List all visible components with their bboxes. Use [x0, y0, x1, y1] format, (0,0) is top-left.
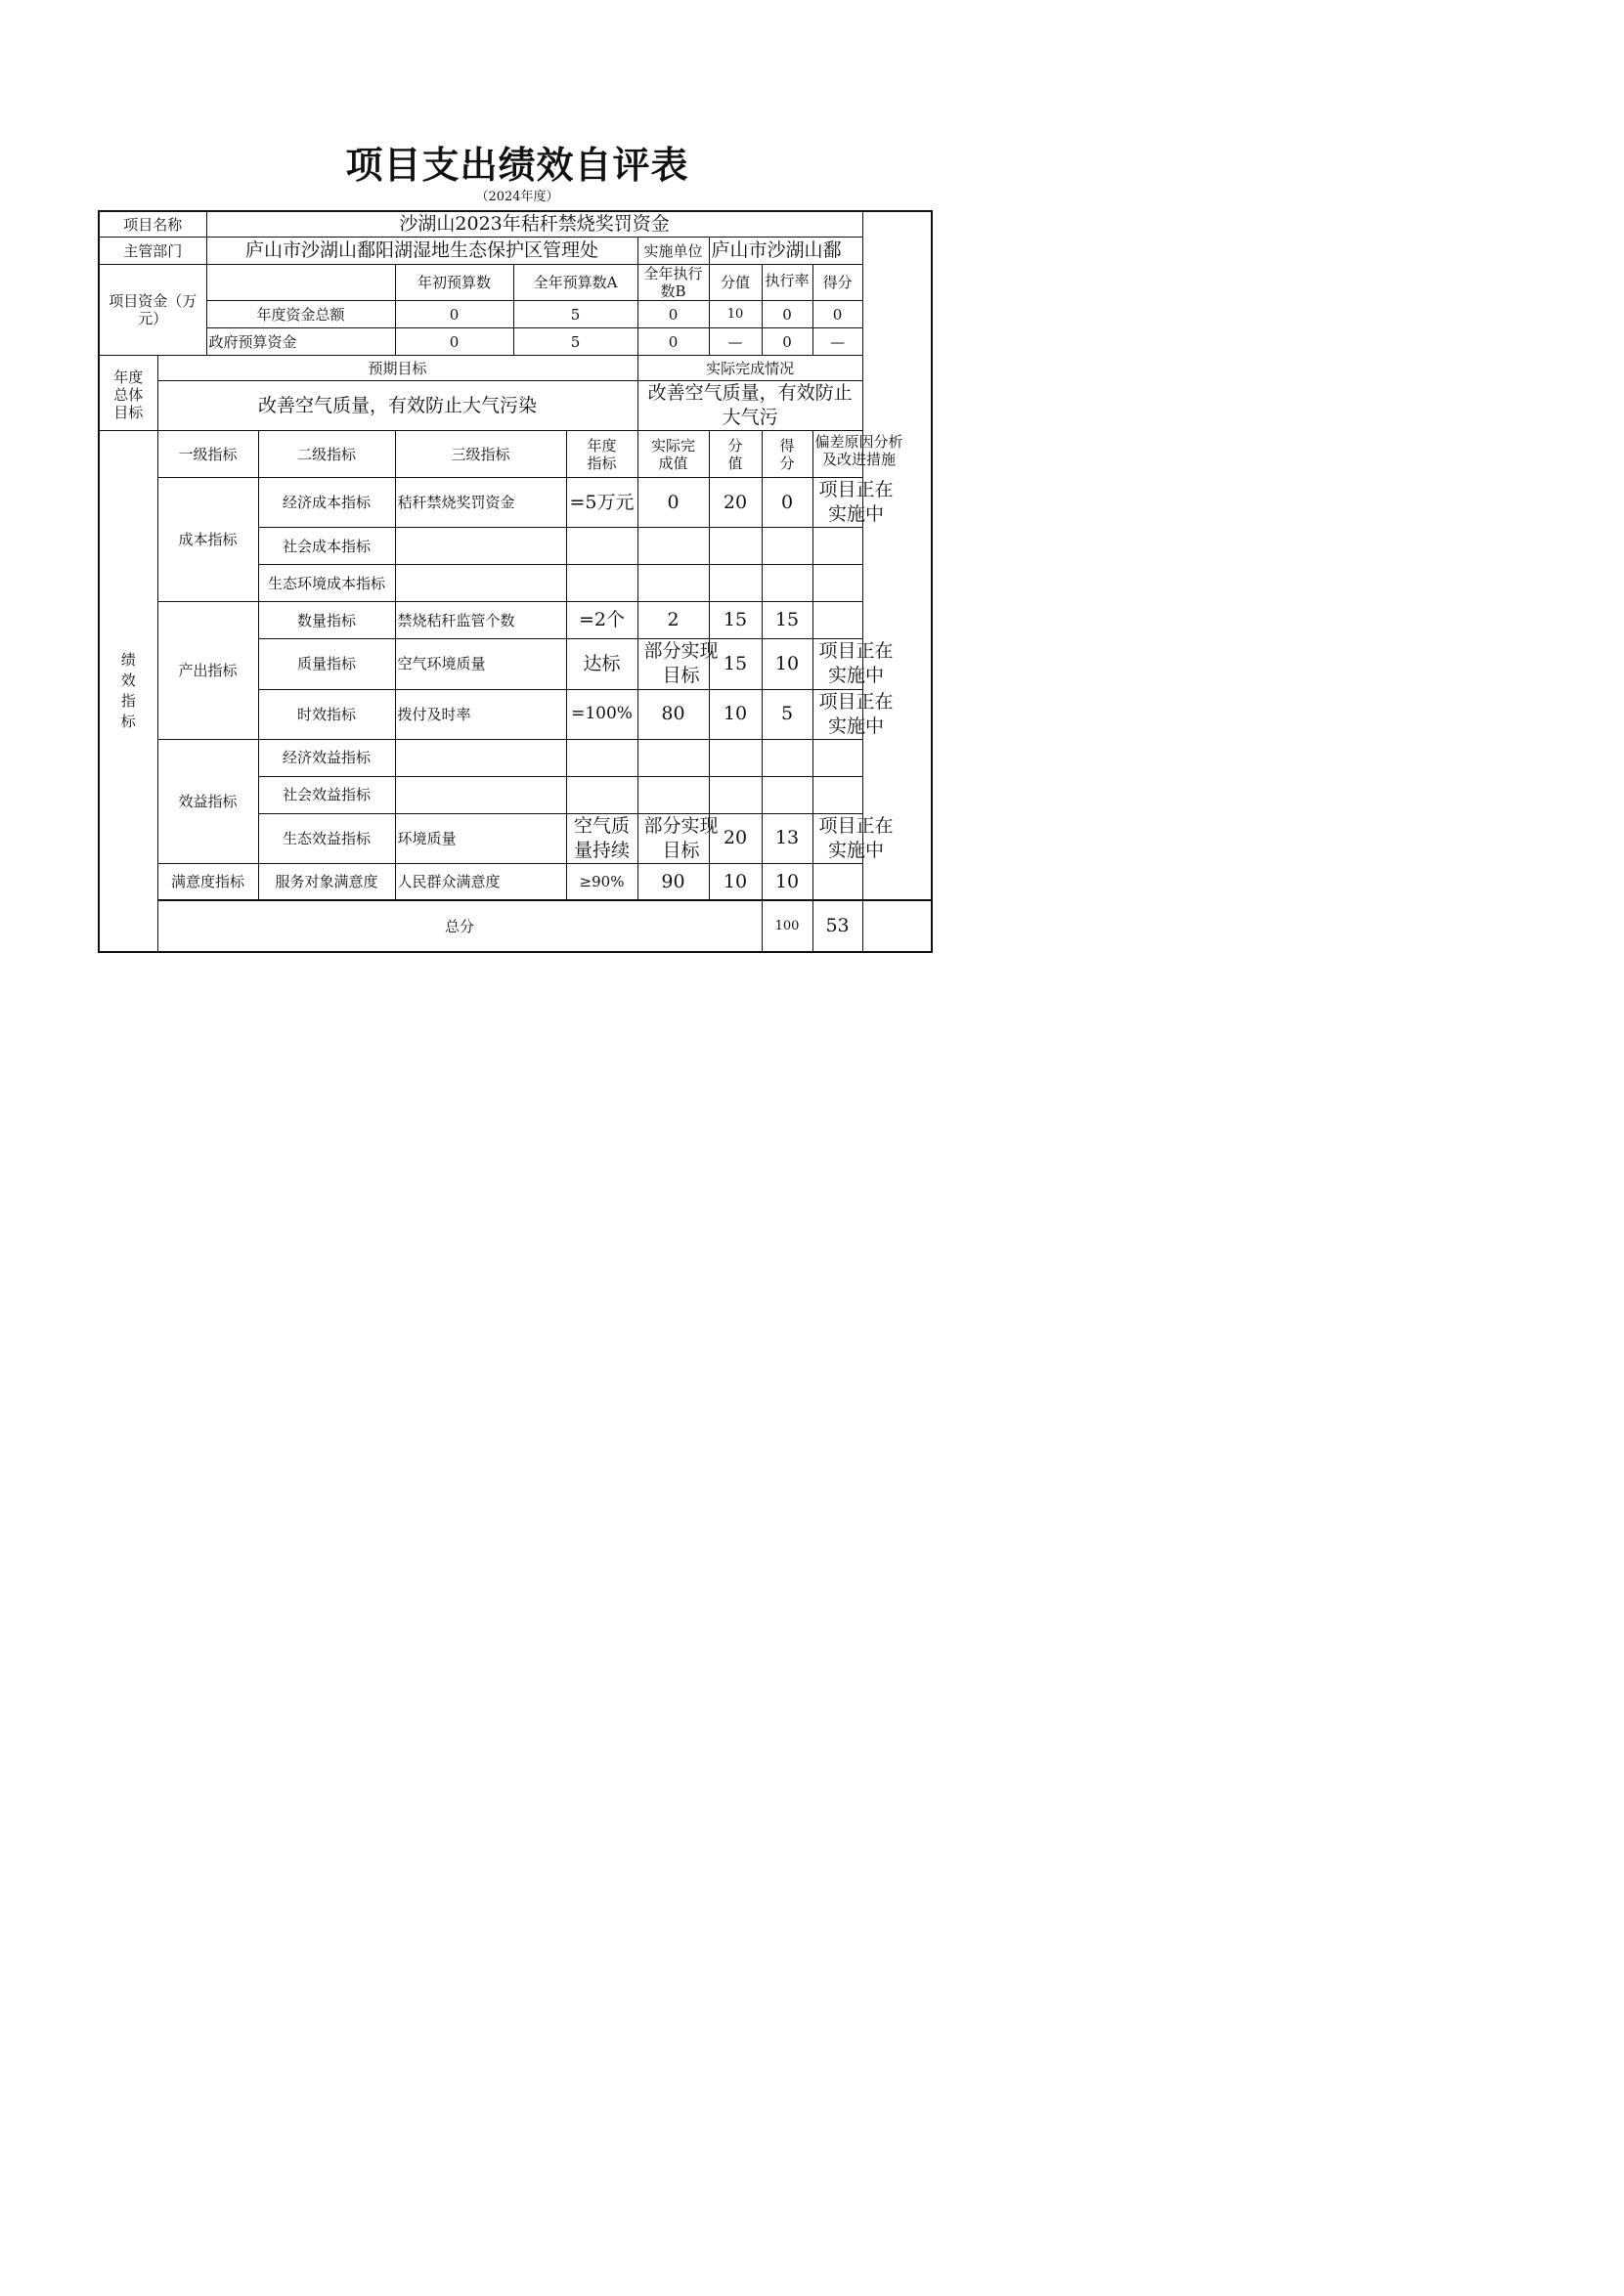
- goals-header-row: [99, 356, 932, 381]
- indicator-score: [762, 776, 812, 813]
- indicator-l2: 经济成本指标: [258, 478, 395, 528]
- page-title: 项目支出绩效自评表: [345, 144, 689, 187]
- indicator-l3: [395, 528, 566, 565]
- indicator-deviation: [812, 776, 862, 813]
- indicator-group-label: 满意度指标: [157, 863, 258, 900]
- indicator-score-value: 10: [709, 689, 762, 739]
- funds-label: 项目资金（万元）: [99, 265, 206, 356]
- indicator-target: =5万元: [566, 478, 637, 528]
- indicator-score: 5: [762, 689, 812, 739]
- implementer-value: 庐山市沙湖山鄱: [709, 238, 862, 265]
- indicator-actual: 部分实现目标: [637, 639, 709, 689]
- indicator-l3: [395, 776, 566, 813]
- funds-score-value: 10: [709, 301, 762, 328]
- funds-exec-rate: 0: [762, 301, 812, 328]
- department-row: [99, 238, 932, 265]
- indicator-deviation: 项目正在实施中: [812, 478, 862, 528]
- indicator-col-level2: 二级指标: [258, 431, 395, 478]
- indicator-score-value: [709, 739, 762, 776]
- total-note: [862, 900, 932, 952]
- indicator-score-value: 10: [709, 863, 762, 900]
- indicator-deviation: 项目正在实施中: [812, 813, 862, 863]
- indicator-deviation: 项目正在实施中: [812, 689, 862, 739]
- indicator-l2: 质量指标: [258, 639, 395, 689]
- goals-actual-label: 实际完成情况: [637, 356, 862, 381]
- total-row: [99, 900, 932, 952]
- indicator-l3: [395, 565, 566, 602]
- indicator-l3: 秸秆禁烧奖罚资金: [395, 478, 566, 528]
- indicator-score-value: 20: [709, 813, 762, 863]
- indicator-deviation: [812, 565, 862, 602]
- indicator-score: [762, 739, 812, 776]
- indicator-l2: 数量指标: [258, 602, 395, 639]
- funds-row-label: 政府预算资金: [206, 328, 395, 356]
- funds-initial: 0: [395, 328, 513, 356]
- indicator-l3: [395, 739, 566, 776]
- total-label: 总分: [157, 900, 762, 952]
- indicator-group-label: 成本指标: [157, 478, 258, 602]
- indicator-actual: [637, 739, 709, 776]
- evaluation-table: [98, 210, 933, 953]
- indicator-section-label: 绩效指标: [99, 431, 157, 953]
- indicator-actual: 90: [637, 863, 709, 900]
- indicator-col-score: 得分: [762, 431, 812, 478]
- funds-col-exec-rate: 执行率: [762, 265, 812, 301]
- indicator-group-label: 产出指标: [157, 602, 258, 739]
- indicator-l2: 服务对象满意度: [258, 863, 395, 900]
- indicator-col-target: 年度指标: [566, 431, 637, 478]
- indicator-actual: 部分实现目标: [637, 813, 709, 863]
- funds-row-label: 年度资金总额: [206, 301, 395, 328]
- indicator-score: 15: [762, 602, 812, 639]
- indicator-score-value: [709, 565, 762, 602]
- indicator-l3: 禁烧秸秆监管个数: [395, 602, 566, 639]
- funds-annual: 5: [513, 301, 637, 328]
- total-score: 53: [812, 900, 862, 952]
- funds-score: 0: [812, 301, 862, 328]
- year-note: （2024年度）: [475, 190, 559, 204]
- indicator-actual: 80: [637, 689, 709, 739]
- department-label: 主管部门: [99, 238, 206, 265]
- indicator-score-value: 15: [709, 602, 762, 639]
- funds-exec: 0: [637, 301, 709, 328]
- indicator-target: [566, 565, 637, 602]
- project-name-label: 项目名称: [99, 211, 206, 238]
- project-name-value: 沙湖山2023年秸秆禁烧奖罚资金: [206, 211, 862, 238]
- indicator-l2: 经济效益指标: [258, 739, 395, 776]
- indicator-score: 13: [762, 813, 812, 863]
- goals-content-row: [99, 381, 932, 431]
- goals-actual: 改善空气质量，有效防止大气污: [637, 381, 862, 431]
- indicator-target: [566, 528, 637, 565]
- indicator-row: [99, 863, 932, 900]
- indicator-actual: [637, 528, 709, 565]
- funds-initial: 0: [395, 301, 513, 328]
- funds-col-annual: 全年预算数A: [513, 265, 637, 301]
- funds-col-exec: 全年执行数B: [637, 265, 709, 301]
- indicator-score: [762, 528, 812, 565]
- indicator-score-value: 15: [709, 639, 762, 689]
- indicator-l3: 环境质量: [395, 813, 566, 863]
- indicator-target: 空气质量持续: [566, 813, 637, 863]
- department-value: 庐山市沙湖山鄱阳湖湿地生态保护区管理处: [206, 238, 637, 265]
- goals-expected-label: 预期目标: [157, 356, 637, 381]
- indicator-group-label: 效益指标: [157, 739, 258, 863]
- indicator-actual: [637, 776, 709, 813]
- indicator-deviation: [812, 739, 862, 776]
- indicator-deviation: [812, 528, 862, 565]
- indicator-target: 达标: [566, 639, 637, 689]
- funds-score-value: —: [709, 328, 762, 356]
- funds-col-score: 得分: [812, 265, 862, 301]
- indicator-row: [99, 478, 932, 528]
- indicator-l2: 生态效益指标: [258, 813, 395, 863]
- indicator-l3: 空气环境质量: [395, 639, 566, 689]
- indicator-col-level1: 一级指标: [157, 431, 258, 478]
- implementer-label: 实施单位: [637, 238, 709, 265]
- total-value: 100: [762, 900, 812, 952]
- indicator-target: [566, 776, 637, 813]
- indicator-col-level3: 三级指标: [395, 431, 566, 478]
- indicator-score-value: [709, 528, 762, 565]
- indicator-deviation: [812, 863, 862, 900]
- indicator-l3: 拨付及时率: [395, 689, 566, 739]
- indicator-col-deviation: 偏差原因分析及改进措施: [812, 431, 862, 478]
- funds-row-gov: [99, 328, 932, 356]
- funds-score: —: [812, 328, 862, 356]
- funds-exec-rate: 0: [762, 328, 812, 356]
- indicator-score: [762, 565, 812, 602]
- indicator-l2: 生态环境成本指标: [258, 565, 395, 602]
- indicator-score: 10: [762, 863, 812, 900]
- funds-annual: 5: [513, 328, 637, 356]
- indicator-score-value: [709, 776, 762, 813]
- goals-label: 年度总体目标: [99, 356, 157, 431]
- indicator-col-score-value: 分值: [709, 431, 762, 478]
- indicator-target: [566, 739, 637, 776]
- goals-expected: 改善空气质量，有效防止大气污染: [157, 381, 637, 431]
- indicator-l2: 时效指标: [258, 689, 395, 739]
- indicator-row: [99, 739, 932, 776]
- indicator-header-row: [99, 431, 932, 478]
- indicator-score: 0: [762, 478, 812, 528]
- indicator-col-actual: 实际完成值: [637, 431, 709, 478]
- indicator-target: ≥90%: [566, 863, 637, 900]
- funds-row-total: [99, 301, 932, 328]
- indicator-l2: 社会效益指标: [258, 776, 395, 813]
- indicator-row: [99, 602, 932, 639]
- indicator-actual: [637, 565, 709, 602]
- indicator-l2: 社会成本指标: [258, 528, 395, 565]
- indicator-actual: 0: [637, 478, 709, 528]
- funds-exec: 0: [637, 328, 709, 356]
- indicator-deviation: [812, 602, 862, 639]
- project-name-row: [99, 211, 932, 238]
- indicator-score-value: 20: [709, 478, 762, 528]
- funds-col-initial: 年初预算数: [395, 265, 513, 301]
- funds-header-row: [99, 265, 932, 301]
- indicator-target: =100%: [566, 689, 637, 739]
- indicator-score: 10: [762, 639, 812, 689]
- indicator-target: =2个: [566, 602, 637, 639]
- funds-blank-header: [206, 265, 395, 301]
- funds-col-score-value: 分值: [709, 265, 762, 301]
- indicator-l3: 人民群众满意度: [395, 863, 566, 900]
- indicator-actual: 2: [637, 602, 709, 639]
- indicator-deviation: 项目正在实施中: [812, 639, 862, 689]
